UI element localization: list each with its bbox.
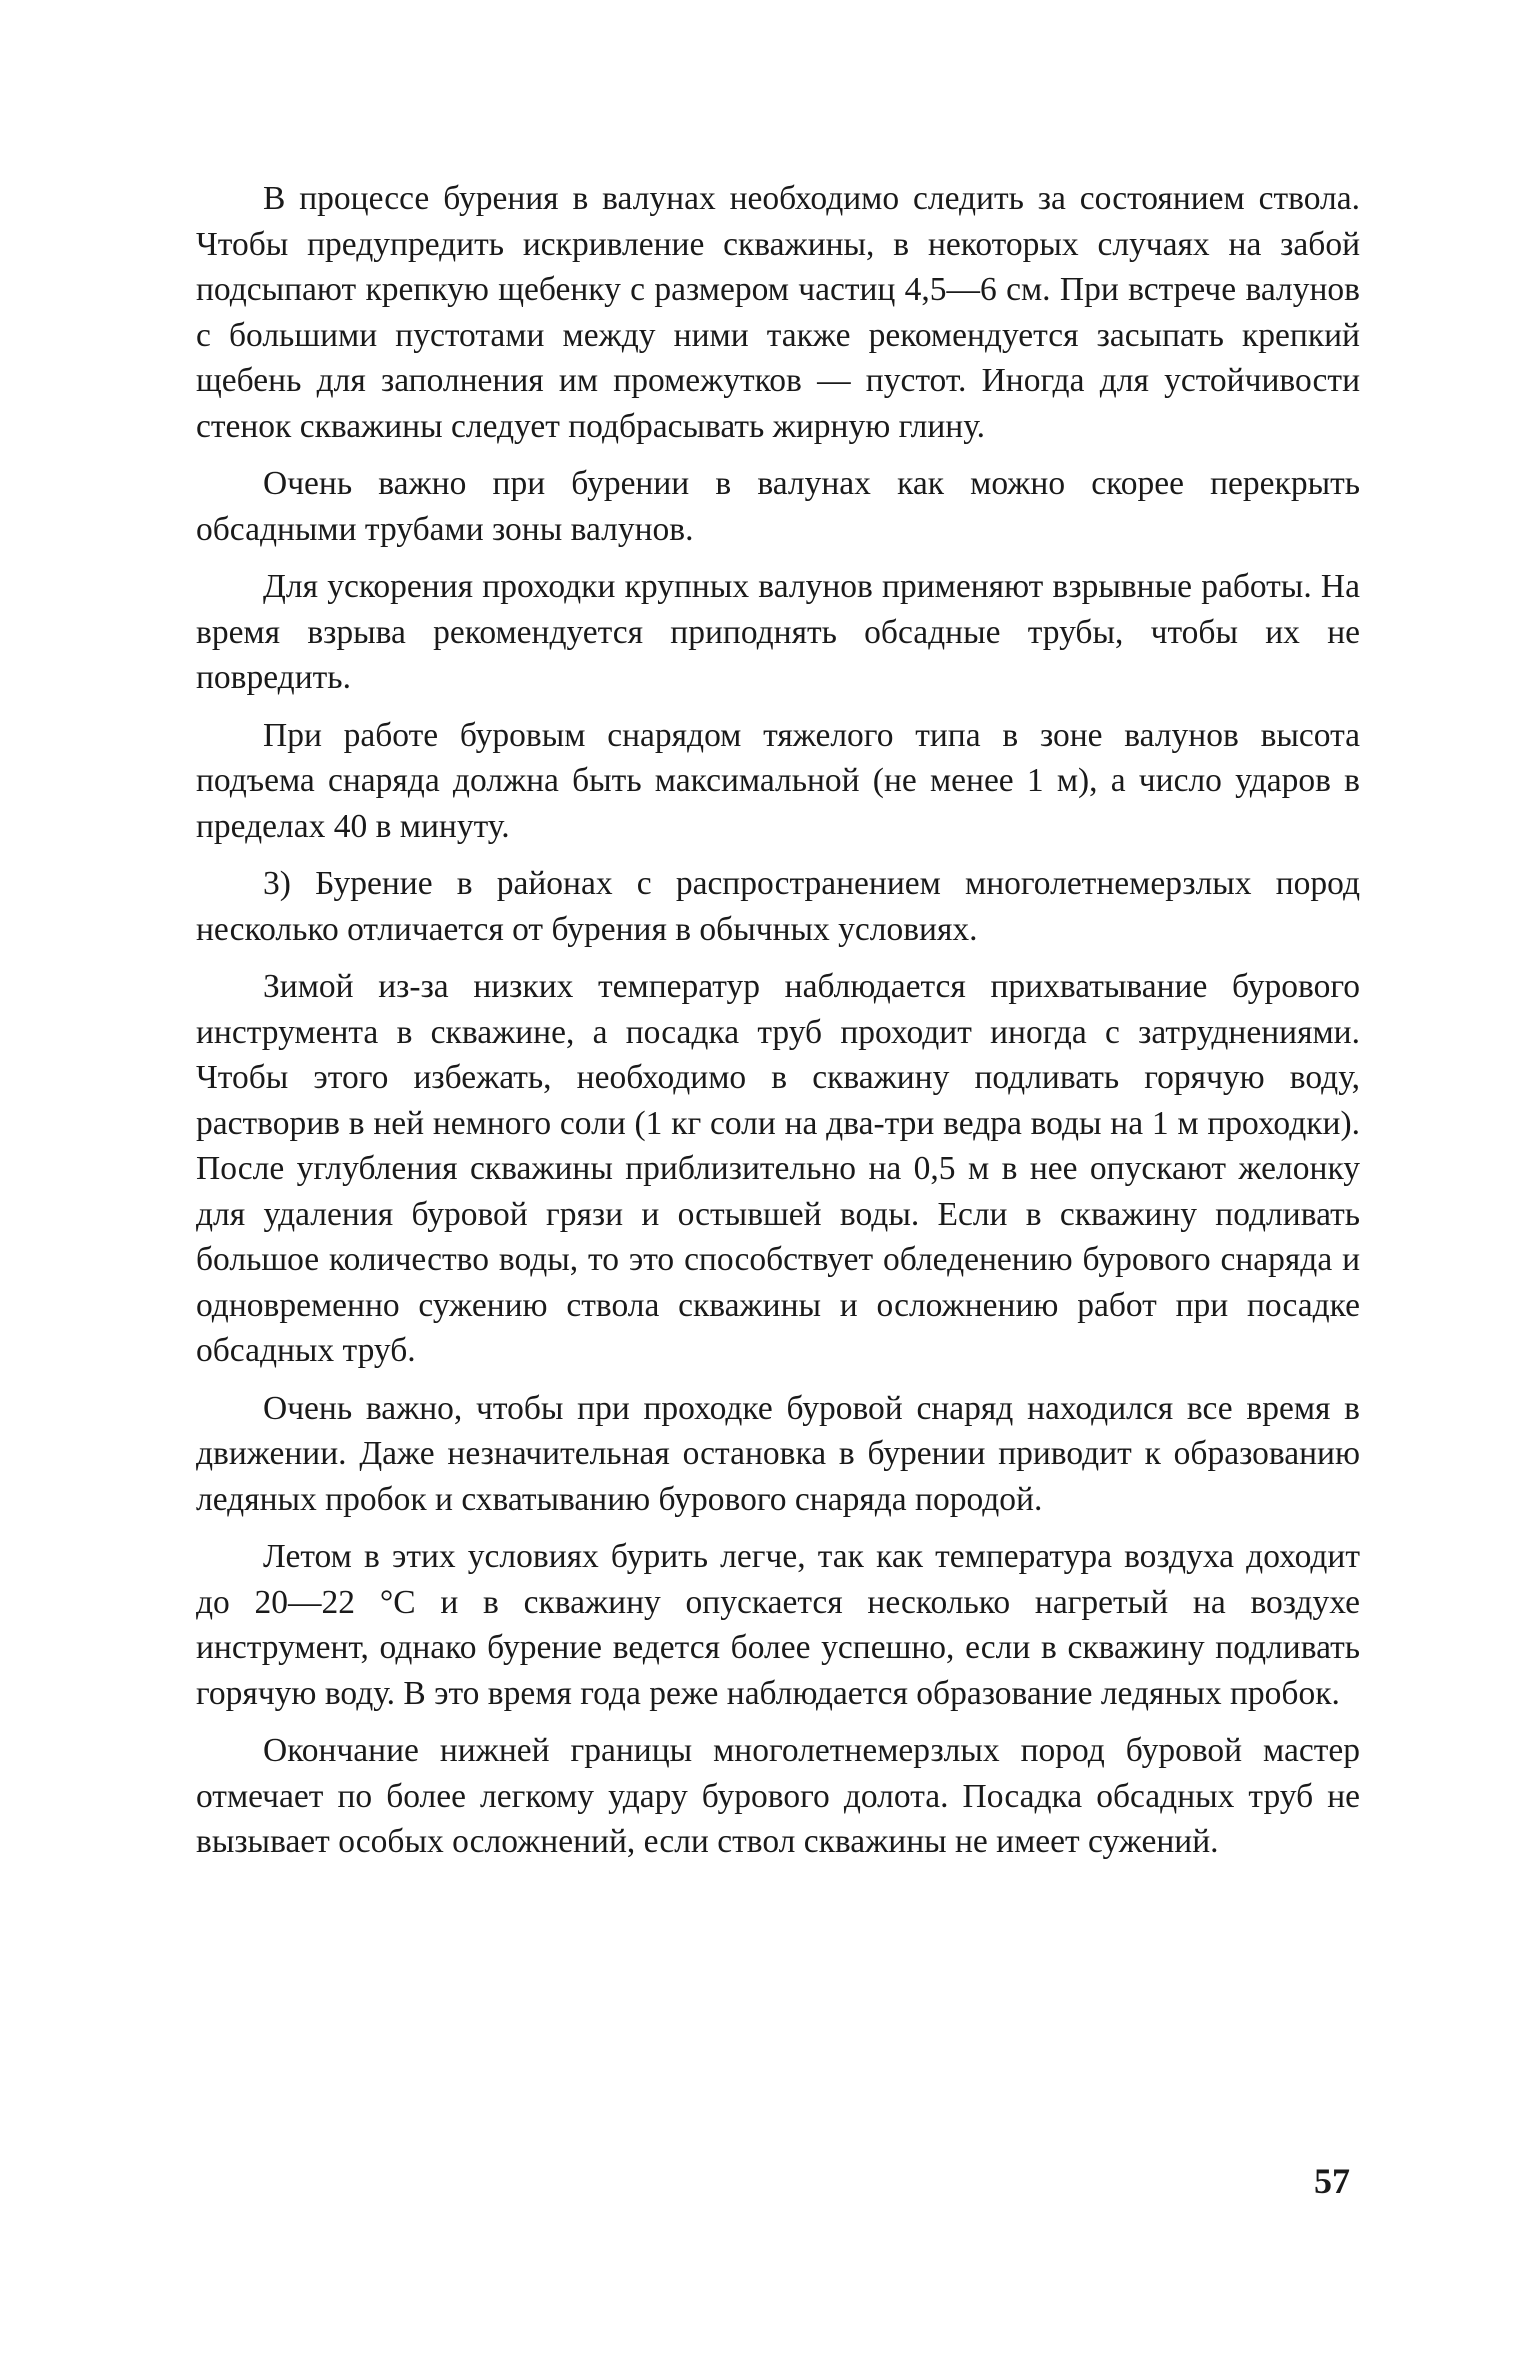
paragraph: Очень важно при бурении в валунах как можно скорее перекрыть обсадными трубами зоны валунов.	[196, 465, 1360, 548]
paragraph: Очень важно, чтобы при проходке буровой снаряд находился все время в движении. Даже незначительная остановка в бурении приводит к образованию ледяных пробок и схватыванию бурового снаряда породой.	[196, 1389, 1360, 1518]
body-text	[196, 176, 1360, 1877]
paragraph: 3) Бурение в районах с распространением многолетнемерзлых пород несколько отличается от бурения в обычных условиях.	[196, 865, 1360, 948]
paragraph: Окончание нижней границы многолетнемерзлых пород буровой мастер отмечает по более легкому удару бурового долота. Посадка обсадных труб не вызывает особых осложнений, если ствол скважины не имеет сужений.	[196, 1732, 1360, 1860]
paragraph: Летом в этих условиях бурить легче, так как температура воздуха доходит до 20—22 °С и в скважину опускается несколько нагретый на воздухе инструмент, однако бурение ведется более успешно, если в скважину подливать горячую воду. В это время года реже наблюдается образование ледяных пробок.	[196, 1538, 1360, 1712]
page-number: 57	[1314, 2161, 1350, 2201]
paragraph: В процессе бурения в валунах необходимо следить за состоянием ствола. Чтобы предупредить искривление скважины, в некоторых случаях на забой подсыпают крепкую щебенку с размером частиц 4,5—6 см. При встрече валунов с большими пустотами между ними также рекомендуется засыпать крепкий щебень для заполнения им промежутков — пустот. Иногда для устойчивости стенок скважины следует подбрасывать жирную глину.	[196, 180, 1360, 445]
paragraph: Зимой из-за низких температур наблюдается прихватывание бурового инструмента в скважине, а посадка труб проходит иногда с затруднениями. Чтобы этого избежать, необходимо в скважину подливать горячую воду, растворив в ней немного соли (1 кг соли на два-три ведра воды на 1 м проходки). После углубления скважины приблизительно на 0,5 м в нее опускают желонку для удаления буровой грязи и остывшей воды. Если в скважину подливать большое количество воды, то это способствует обледенению бурового снаряда и одновременно сужению ствола скважины и осложнению работ при посадке обсадных труб.	[196, 968, 1360, 1369]
paragraph: При работе буровым снарядом тяжелого типа в зоне валунов высота подъема снаряда должна быть максимальной (не менее 1 м), а число ударов в пределах 40 в минуту.	[196, 716, 1360, 845]
paragraph: Для ускорения проходки крупных валунов применяют взрывные работы. На время взрыва рекомендуется приподнять обсадные трубы, чтобы их не повредить.	[196, 568, 1360, 696]
